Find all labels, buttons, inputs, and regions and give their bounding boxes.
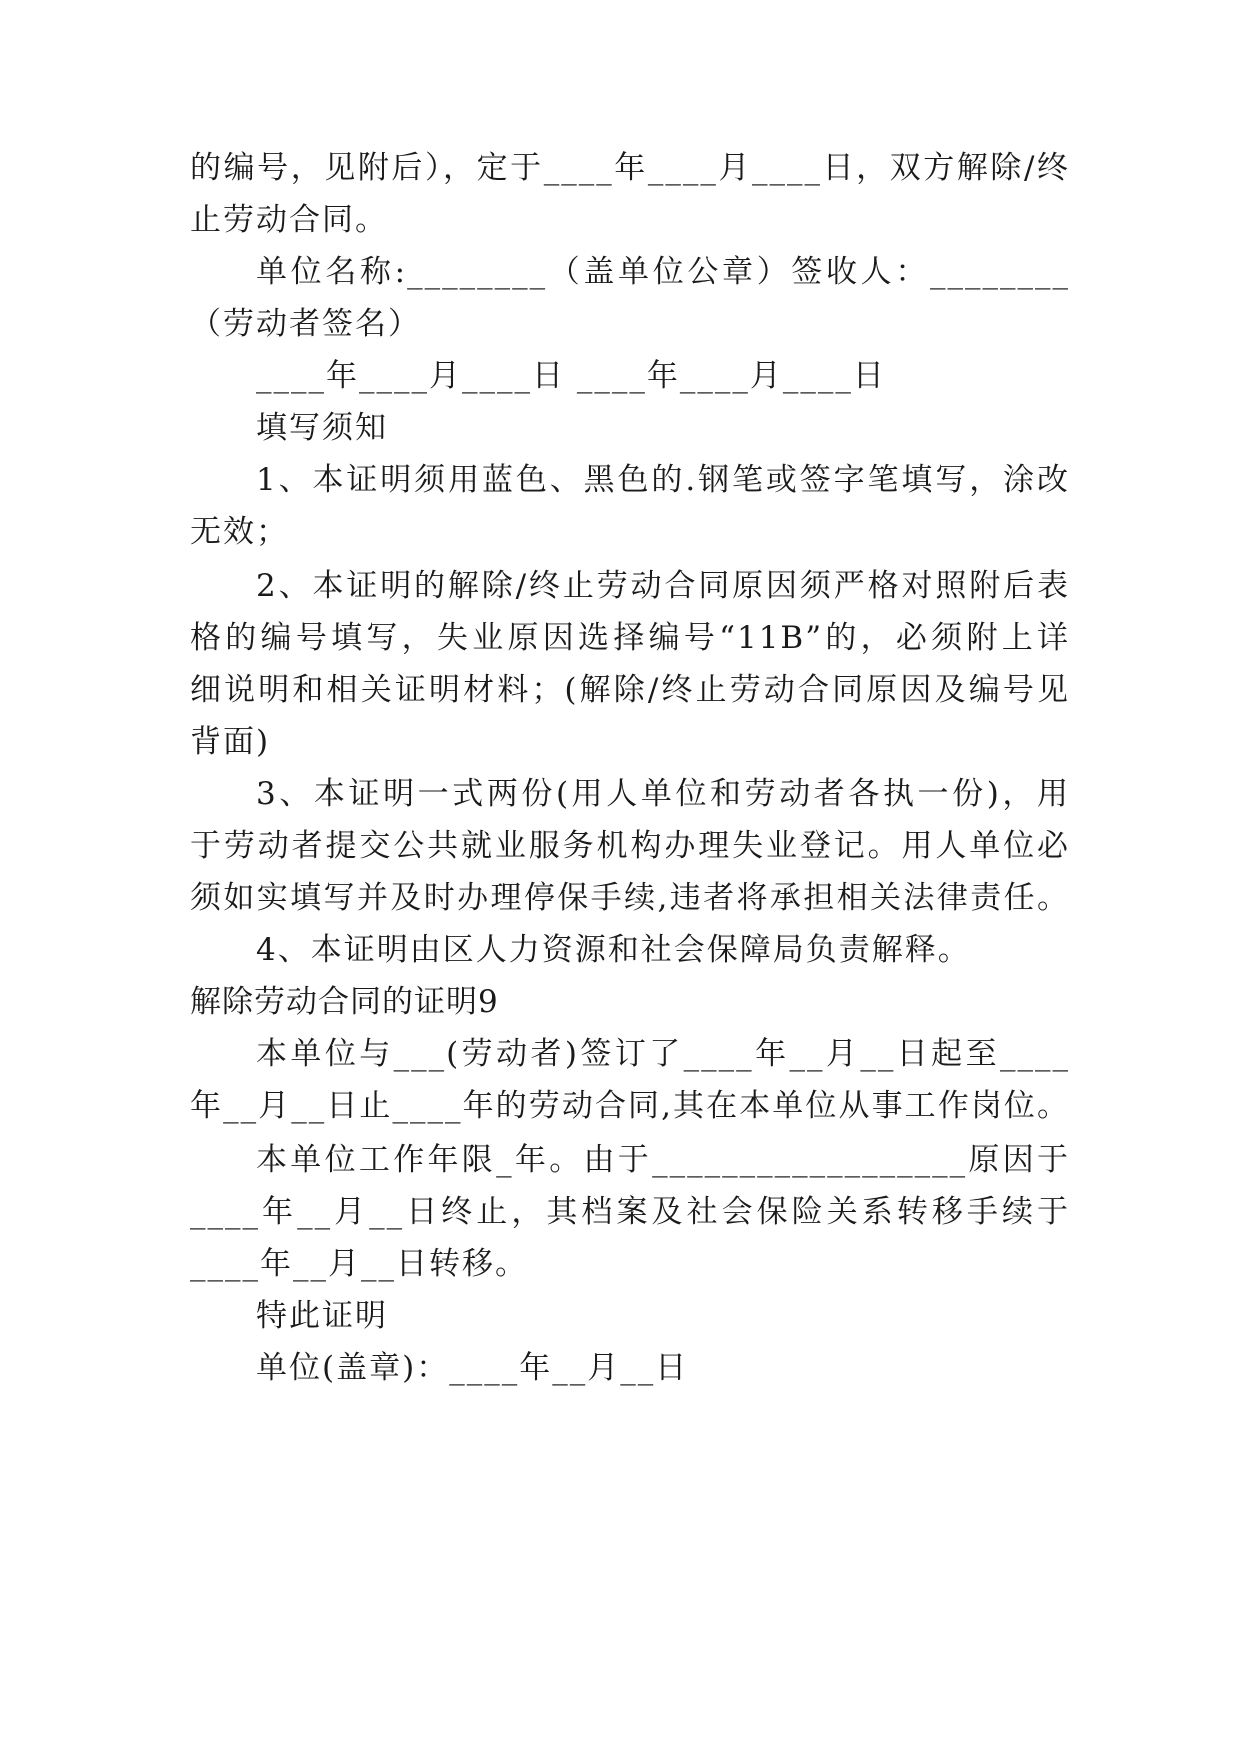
text-line: 2、本证明的解除/终止劳动合同原因须严格对照附后表 (256, 568, 1070, 604)
text-line: 本单位与___(劳动者)签订了____年__月__日起至____ (256, 1036, 1070, 1072)
text-line: 特此证明 (256, 1298, 388, 1334)
signature-line: 单位(盖章)：____年__月__日 (256, 1350, 689, 1386)
text-line: 须如实填写并及时办理停保手续,违者将承担相关法律责任。 (190, 880, 1070, 916)
text-line: 格的编号填写，失业原因选择编号“11B”的，必须附上详 (190, 620, 1070, 656)
text-line: 本单位工作年限_年。由于__________________原因于 (256, 1142, 1070, 1178)
text-line: 3、本证明一式两份(用人单位和劳动者各执一份)，用 (256, 776, 1070, 812)
text-line: 单位名称:________（盖单位公章）签收人：________ (256, 254, 1070, 290)
text-line: 的编号，见附后），定于____年____月____日，双方解除/终 (190, 150, 1070, 186)
text-line: 无效； (190, 514, 289, 550)
text-line: 于劳动者提交公共就业服务机构办理失业登记。用人单位必 (190, 828, 1070, 864)
text-line: 止劳动合同。 (190, 202, 388, 238)
section-heading: 填写须知 (256, 410, 388, 446)
text-line: ____年__月__日转移。 (190, 1246, 528, 1282)
text-line: 背面) (190, 724, 271, 760)
text-line: 年__月__日止____年的劳动合同,其在本单位从事工作岗位。 (190, 1088, 1070, 1124)
section-heading: 解除劳动合同的证明9 (190, 984, 499, 1020)
text-line: ____年__月__日终止，其档案及社会保险关系转移手续于 (190, 1194, 1070, 1230)
text-line: ____年____月____日 ____年____月____日 (256, 358, 886, 394)
text-line: （劳动者签名） (190, 306, 421, 342)
text-line: 1、本证明须用蓝色、黑色的.钢笔或签字笔填写，涂改 (256, 462, 1070, 498)
text-line: 4、本证明由区人力资源和社会保障局负责解释。 (256, 932, 971, 968)
text-line: 细说明和相关证明材料；(解除/终止劳动合同原因及编号见 (190, 672, 1070, 708)
